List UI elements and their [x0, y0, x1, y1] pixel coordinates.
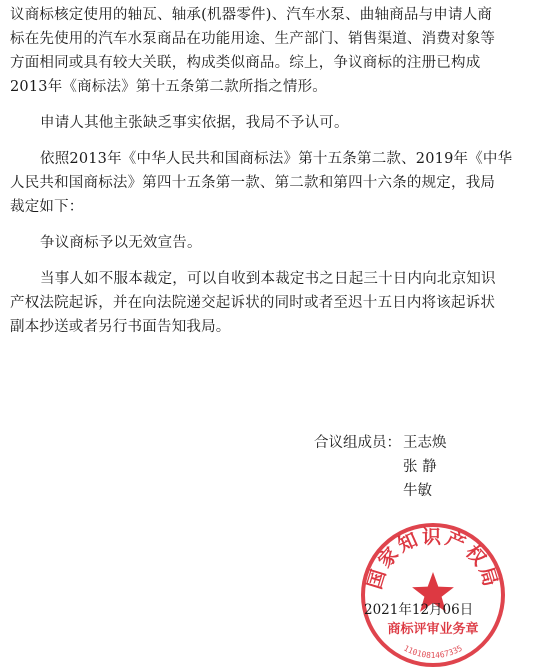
panel-members-label: 合议组成员：	[314, 435, 401, 451]
body-line-7: 人民共和国商标法》第四十五条第一款、第二款和第四十六条的规定，我局	[10, 175, 496, 191]
seal-number: 1101081467335	[402, 643, 464, 660]
body-line-12: 副本抄送或者另行书面告知我局。	[10, 319, 231, 335]
body-line-1: 议商标核定使用的轴瓦、轴承(机器零件)、汽车水泵、曲轴商品与申请人商	[10, 7, 493, 23]
body-line-9: 争议商标予以无效宣告。	[40, 235, 202, 251]
panel-member-1: 王志焕	[403, 435, 447, 451]
seal-top-text: 国家知识产权局	[363, 526, 503, 592]
body-line-4: 2013年《商标法》第十五条第二款所指之情形。	[10, 79, 327, 95]
seal-bottom-text: 商标评审业务章	[387, 622, 479, 637]
body-line-6: 依照2013年《中华人民共和国商标法》第十五条第二款、2019年《中华	[40, 151, 513, 167]
panel-member-2: 张 静	[403, 459, 437, 475]
panel-member-3: 牛敏	[403, 483, 432, 499]
body-line-3: 方面相同或具有较大关联，构成类似商品。综上，争议商标的注册已构成	[10, 55, 481, 71]
body-line-2: 标在先使用的汽车水泵商品在功能用途、生产部门、销售渠道、消费对象等	[10, 31, 496, 47]
body-line-10: 当事人如不服本裁定，可以自收到本裁定书之日起三十日内向北京知识	[40, 271, 496, 287]
body-line-8: 裁定如下：	[10, 199, 84, 215]
decision-date: 2021年12月06日	[364, 602, 474, 618]
body-line-11: 产权法院起诉，并在向法院递交起诉状的同时或者至迟十五日内将该起诉状	[10, 295, 496, 311]
official-seal-stamp	[358, 520, 508, 670]
body-line-5: 申请人其他主张缺乏事实依据，我局不予认可。	[40, 115, 349, 131]
